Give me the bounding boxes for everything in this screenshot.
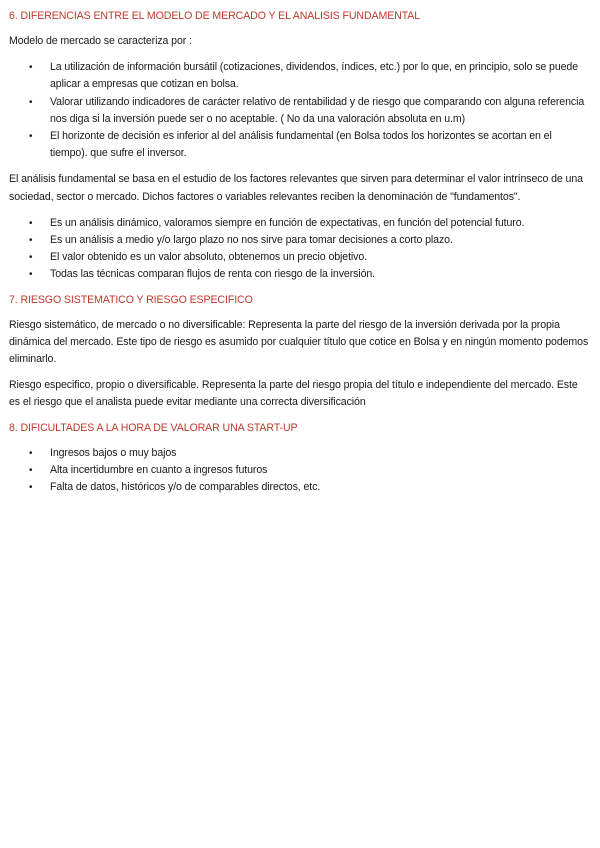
- section-6-heading: 6. DIFERENCIAS ENTRE EL MODELO DE MERCADO Y EL ANALISIS FUNDAMENTAL: [9, 10, 421, 22]
- list-item-text: Es un análisis dinámico, valoramos siempre en función de expectativas, en función del potencial futuro.: [50, 216, 525, 229]
- section-6-intro: Modelo de mercado se caracteriza por :: [9, 35, 192, 47]
- list-item: [9, 94, 591, 128]
- list-item: [9, 445, 591, 462]
- bullet-icon: •: [29, 482, 33, 494]
- bullet-icon: •: [29, 252, 33, 264]
- section-8-bullet-list: [9, 445, 591, 497]
- list-item: [9, 249, 591, 266]
- list-item: [9, 479, 591, 496]
- section-7-heading: 7. RIESGO SISTEMATICO Y RIESGO ESPECIFICO: [9, 293, 253, 306]
- bullet-icon: •: [29, 62, 33, 74]
- list-item: [9, 232, 591, 249]
- list-item: [9, 462, 591, 479]
- bullet-icon: •: [29, 235, 33, 247]
- section-6-bullet-list-2: [9, 215, 591, 284]
- bullet-icon: •: [29, 217, 33, 229]
- bullet-icon: •: [29, 447, 33, 459]
- section-6-paragraph: El análisis fundamental se basa en el estudio de los factores relevantes que sirven para determinar el valor intrínseco de una sociedad, sector o mercado. Dichos factores o variables relevantes reciben la denominación de "fundamentos".: [9, 173, 583, 203]
- list-item: [9, 215, 591, 232]
- list-item-text: Valorar utilizando indicadores de carácter relativo de rentabilidad y de riesgo que comparando con alguna referencia nos diga si la inversión puede ser o no aceptable. ( No da una valoración absoluta en u.m): [50, 95, 585, 125]
- list-item-text: Alta incertidumbre en cuanto a ingresos futuros: [50, 463, 268, 476]
- bullet-icon: •: [29, 131, 33, 143]
- section-7-paragraph-1: Riesgo sistemático, de mercado o no diversificable: Representa la parte del riesgo de la inversión derivada por la propia dinámica del mercado. Este tipo de riesgo es asumido por cualquier título que cotice en Bolsa y en ningún momento podemos eliminarlo.: [9, 318, 589, 366]
- list-item: [9, 59, 591, 93]
- list-item: [9, 128, 591, 162]
- bullet-icon: •: [29, 96, 33, 108]
- section-7-paragraph-2: Riesgo especifico, propio o diversificable. Representa la parte del riesgo propia del título e independiente del mercado. Este es el riesgo que el analista puede evitar mediante una correcta diversificación: [9, 379, 578, 409]
- list-item-text: Es un análisis a medio y/o largo plazo no nos sirve para tomar decisiones a corto plazo.: [50, 234, 453, 247]
- list-item-text: Falta de datos, históricos y/o de comparables directos, etc.: [50, 481, 321, 494]
- list-item-text: El horizonte de decisión es inferior al del análisis fundamental (en Bolsa todos los horizontes se acortan en el tiempo). que sufre el inversor.: [50, 130, 552, 160]
- list-item-text: Todas las técnicas comparan flujos de renta con riesgo de la inversión.: [50, 268, 376, 281]
- section-6-bullet-list-1: [9, 59, 591, 162]
- list-item-text: El valor obtenido es un valor absoluto, obtenemos un precio objetivo.: [50, 251, 368, 264]
- list-item: [9, 266, 591, 283]
- list-item-text: Ingresos bajos o muy bajos: [50, 446, 177, 459]
- section-8-heading: 8. DIFICULTADES A LA HORA DE VALORAR UNA START-UP: [9, 421, 298, 434]
- bullet-icon: •: [29, 464, 33, 476]
- list-item-text: La utilización de información bursátil (cotizaciones, dividendos, índices, etc.) por lo que, en principio, solo se puede aplicar a empresas que cotizan en bolsa.: [50, 61, 578, 91]
- bullet-icon: •: [29, 269, 33, 281]
